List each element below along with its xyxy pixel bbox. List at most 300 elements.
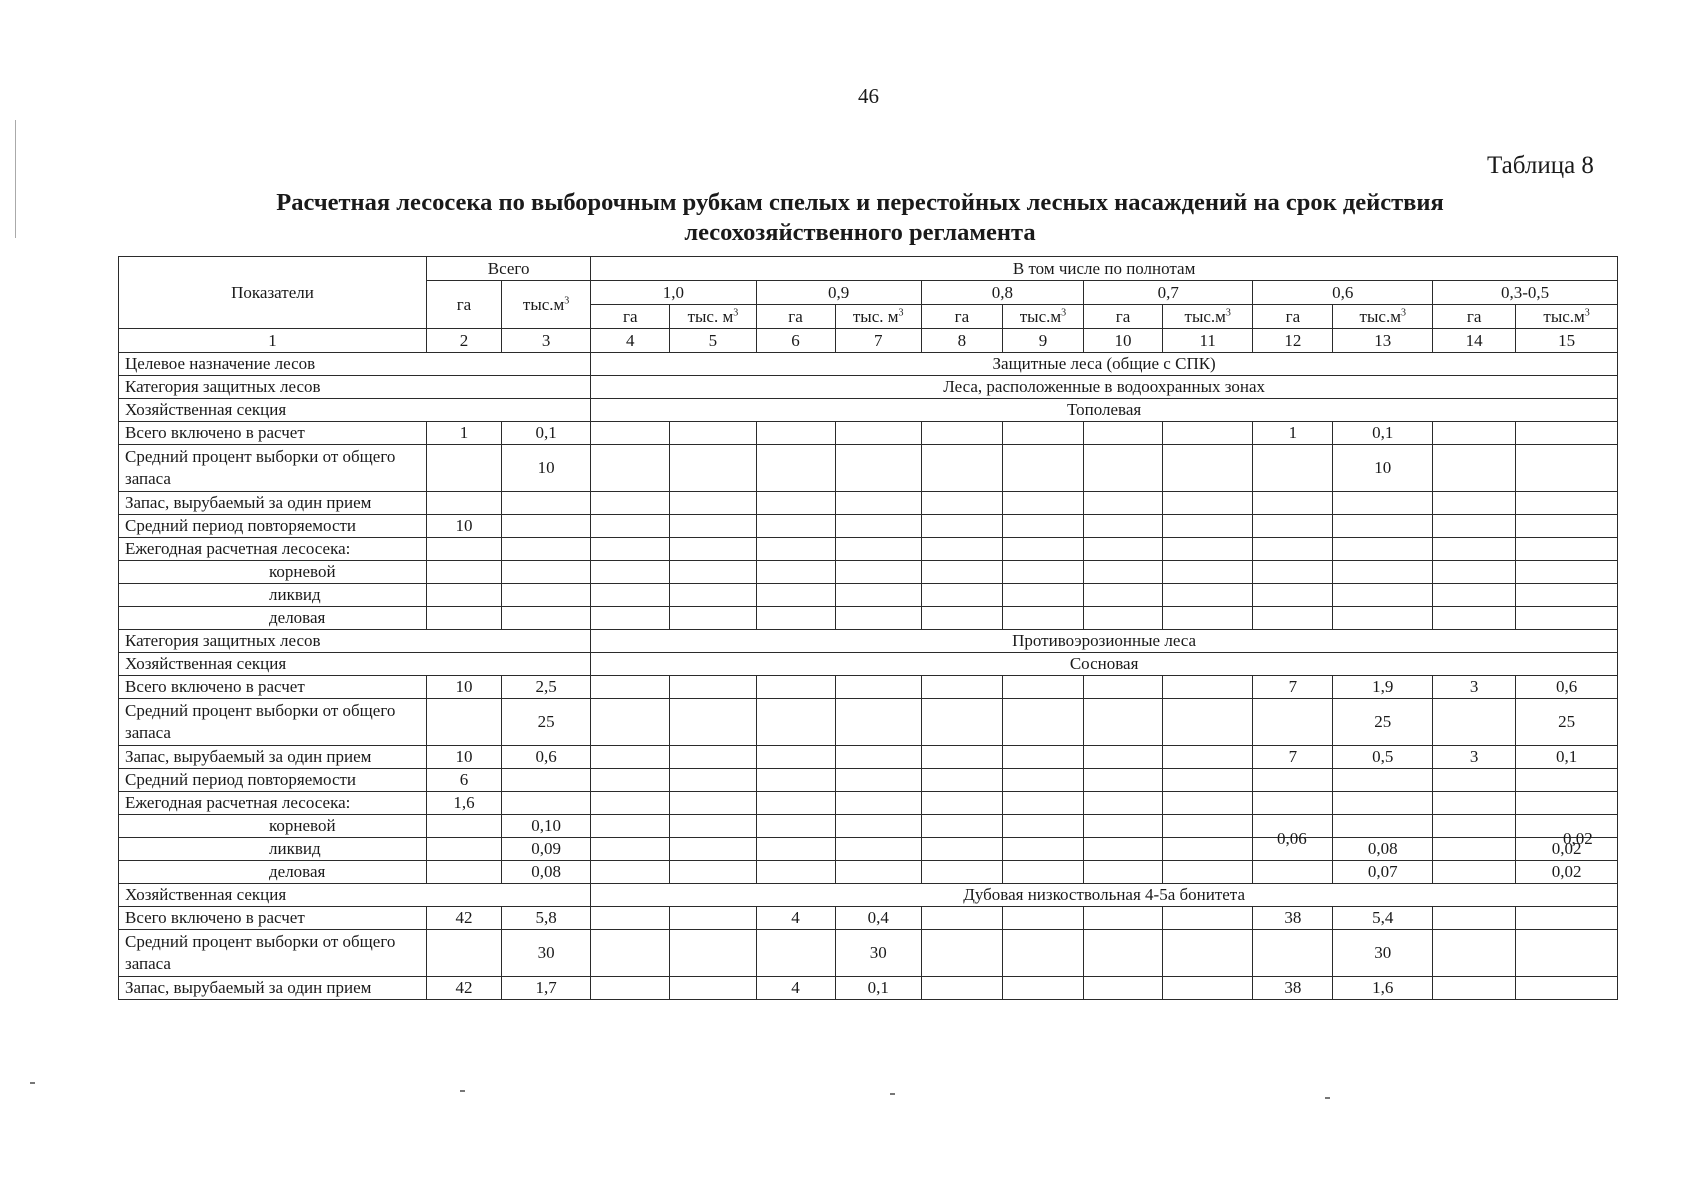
table-cell <box>1002 492 1083 515</box>
header-volume: тыс. $м^3$ <box>670 305 756 329</box>
table-cell <box>1084 607 1163 630</box>
row-label: Хозяйственная секция <box>119 884 591 907</box>
table-cell: 0,02 <box>1516 861 1618 884</box>
table-cell <box>1163 792 1253 815</box>
table-cell: 0,4 <box>835 907 921 930</box>
table-cell <box>1516 422 1618 445</box>
table-cell <box>427 584 502 607</box>
row-label: Ежегодная расчетная лесосека: <box>119 792 427 815</box>
table-cell <box>1433 930 1516 977</box>
table-cell: 0,09 <box>501 838 590 861</box>
row-label: ликвид <box>119 838 427 861</box>
table-cell <box>1516 930 1618 977</box>
table-cell <box>1163 538 1253 561</box>
row-label: деловая <box>119 607 427 630</box>
table-cell <box>756 769 835 792</box>
table-cell: 0,1 <box>1516 746 1618 769</box>
table-cell <box>921 746 1002 769</box>
table-cell <box>1084 815 1163 838</box>
table-cell <box>1333 492 1433 515</box>
section-row <box>119 653 1618 676</box>
table-cell <box>921 445 1002 492</box>
table-cell: 7 <box>1253 746 1333 769</box>
table-cell <box>670 792 756 815</box>
header-ha: га <box>756 305 835 329</box>
table-cell <box>1253 515 1333 538</box>
table-cell <box>501 584 590 607</box>
table-cell: 42 <box>427 977 502 1000</box>
table-cell <box>835 676 921 699</box>
table-cell <box>591 492 670 515</box>
table-row <box>119 699 1618 746</box>
table-cell <box>756 561 835 584</box>
table-cell <box>1163 515 1253 538</box>
document-title: Расчетная лесосека по выборочным рубкам спелых и перестойных лесных насаждений на срок действия лесохозяйственного регламента <box>276 189 1444 246</box>
table-cell <box>591 422 670 445</box>
table-row <box>119 861 1618 884</box>
table-cell <box>427 699 502 746</box>
header-density-2: 0,9 <box>756 281 921 305</box>
section-value: Леса, расположенные в водоохранных зонах <box>591 376 1618 399</box>
table-cell <box>756 861 835 884</box>
table-cell <box>921 492 1002 515</box>
row-label: деловая <box>119 861 427 884</box>
table-cell <box>1163 561 1253 584</box>
row-label: Ежегодная расчетная лесосека: <box>119 538 427 561</box>
row-label: корневой <box>119 815 427 838</box>
scan-edge-line <box>15 120 16 238</box>
col-number: 15 <box>1516 329 1618 353</box>
table-cell <box>1433 538 1516 561</box>
table-cell: 0,1 <box>501 422 590 445</box>
table-cell <box>835 699 921 746</box>
table-cell <box>501 538 590 561</box>
table-cell <box>835 607 921 630</box>
table-cell <box>1002 907 1083 930</box>
table-cell <box>756 676 835 699</box>
table-cell <box>1253 769 1333 792</box>
table-cell: 1 <box>427 422 502 445</box>
table-cell <box>1253 445 1333 492</box>
table-cell <box>756 607 835 630</box>
table-cell <box>1084 977 1163 1000</box>
section-value: Дубовая низкоствольная 4-5а бонитета <box>591 884 1618 907</box>
table-cell <box>670 769 756 792</box>
block-oak <box>119 907 1618 1000</box>
table-cell <box>427 445 502 492</box>
table-cell <box>1333 815 1433 838</box>
table-cell: 10 <box>427 515 502 538</box>
table-cell <box>1002 861 1083 884</box>
table-cell <box>1433 792 1516 815</box>
table-cell: 10 <box>501 445 590 492</box>
header-volume: $тыс.м^3$ <box>1163 305 1253 329</box>
table-cell <box>835 445 921 492</box>
table-cell <box>921 930 1002 977</box>
table-cell <box>921 838 1002 861</box>
header-total-ha: га <box>427 281 502 329</box>
table-cell <box>1002 977 1083 1000</box>
section-row <box>119 630 1618 653</box>
table-cell <box>756 422 835 445</box>
table-cell <box>591 515 670 538</box>
table-cell <box>1516 792 1618 815</box>
table-cell: 2,5 <box>501 676 590 699</box>
scan-speck <box>30 1082 35 1084</box>
section-row <box>119 399 1618 422</box>
table-cell <box>427 861 502 884</box>
table-cell <box>1163 930 1253 977</box>
table-cell <box>501 769 590 792</box>
col-number: 11 <box>1163 329 1253 353</box>
table-cell <box>1163 699 1253 746</box>
table-cell <box>1002 746 1083 769</box>
table-cell <box>1002 838 1083 861</box>
table-cell <box>1163 746 1253 769</box>
table-row <box>119 492 1618 515</box>
table-cell <box>670 977 756 1000</box>
header-density-3: 0,8 <box>921 281 1083 305</box>
table-cell <box>1084 838 1163 861</box>
section-row <box>119 353 1618 376</box>
table-cell: 7 <box>1253 676 1333 699</box>
table-cell: 25 <box>501 699 590 746</box>
table-cell <box>1002 584 1083 607</box>
table-row <box>119 515 1618 538</box>
row-label: Средний период повторяемости <box>119 769 427 792</box>
table-cell <box>1002 930 1083 977</box>
table-cell: 3 <box>1433 676 1516 699</box>
table-cell <box>921 699 1002 746</box>
table-cell: 30 <box>501 930 590 977</box>
table-cell <box>591 977 670 1000</box>
table-cell <box>1084 792 1163 815</box>
table-cell <box>591 815 670 838</box>
table-cell <box>1433 815 1516 838</box>
table-cell <box>427 607 502 630</box>
table-cell <box>1253 607 1333 630</box>
header-volume: $тыс.м^3$ <box>1333 305 1433 329</box>
table-label: Таблица 8 <box>1487 152 1594 179</box>
table-row <box>119 584 1618 607</box>
table-cell <box>835 561 921 584</box>
table-cell: 0,07 <box>1333 861 1433 884</box>
table-cell <box>921 607 1002 630</box>
table-cell <box>1084 445 1163 492</box>
header-density-1: 1,0 <box>591 281 756 305</box>
table-cell: 6 <box>427 769 502 792</box>
col-number: 13 <box>1333 329 1433 353</box>
col-number: 14 <box>1433 329 1516 353</box>
table-cell <box>756 792 835 815</box>
table-cell <box>756 584 835 607</box>
table-cell <box>921 538 1002 561</box>
table-cell <box>1084 515 1163 538</box>
table-cell <box>1002 538 1083 561</box>
table-cell: 1,9 <box>1333 676 1433 699</box>
table-cell <box>1163 422 1253 445</box>
table-cell <box>921 422 1002 445</box>
table-cell <box>1002 445 1083 492</box>
table-cell <box>1002 422 1083 445</box>
table-cell: 0,08 <box>1333 838 1433 861</box>
table-cell <box>1084 538 1163 561</box>
table-cell <box>1333 584 1433 607</box>
table-cell <box>756 930 835 977</box>
table-cell <box>1163 861 1253 884</box>
table-cell: 0,5 <box>1333 746 1433 769</box>
table-cell <box>591 838 670 861</box>
section-row <box>119 376 1618 399</box>
table-cell <box>591 930 670 977</box>
table-cell <box>1433 977 1516 1000</box>
table-cell <box>756 492 835 515</box>
table-cell <box>756 515 835 538</box>
table-cell <box>1163 676 1253 699</box>
table-cell <box>921 792 1002 815</box>
row-label: Средний период повторяемости <box>119 515 427 538</box>
header-density-6: 0,3-0,5 <box>1433 281 1618 305</box>
table-cell <box>1084 746 1163 769</box>
table-cell: 38 <box>1253 977 1333 1000</box>
table-cell <box>1163 492 1253 515</box>
table-cell <box>427 538 502 561</box>
row-label: Целевое назначение лесов <box>119 353 591 376</box>
table-cell <box>1163 607 1253 630</box>
row-label: Всего включено в расчет <box>119 676 427 699</box>
section-value: Противоэрозионные леса <box>591 630 1618 653</box>
table-cell <box>835 746 921 769</box>
table-cell <box>921 861 1002 884</box>
table-cell <box>1433 445 1516 492</box>
col-number: 4 <box>591 329 670 353</box>
table-cell <box>921 769 1002 792</box>
col-number: 5 <box>670 329 756 353</box>
oak-annual-value: 0,02 <box>1563 829 1593 848</box>
table-cell <box>921 815 1002 838</box>
table-cell <box>427 492 502 515</box>
col-number: 2 <box>427 329 502 353</box>
table-row <box>119 607 1618 630</box>
table-cell <box>427 838 502 861</box>
table-cell <box>1253 930 1333 977</box>
table-cell <box>1002 561 1083 584</box>
section-value: Тополевая <box>591 399 1618 422</box>
table-cell <box>835 769 921 792</box>
table-cell: 1,6 <box>427 792 502 815</box>
header-indicators: Показатели <box>119 257 427 329</box>
table-cell <box>1163 907 1253 930</box>
table-cell <box>670 538 756 561</box>
table-cell: 0,1 <box>835 977 921 1000</box>
table-cell: 10 <box>427 746 502 769</box>
table-cell <box>921 515 1002 538</box>
table-cell <box>591 584 670 607</box>
table-cell <box>1084 584 1163 607</box>
table-cell: 5,8 <box>501 907 590 930</box>
table-cell <box>756 746 835 769</box>
table-cell <box>591 676 670 699</box>
table-cell <box>1516 769 1618 792</box>
table-cell <box>1333 515 1433 538</box>
table-cell <box>1084 861 1163 884</box>
table-row <box>119 746 1618 769</box>
table-cell <box>670 584 756 607</box>
table-cell <box>1253 538 1333 561</box>
table-cell: 1,7 <box>501 977 590 1000</box>
table-cell <box>670 515 756 538</box>
row-label: Категория защитных лесов <box>119 376 591 399</box>
table-row <box>119 907 1618 930</box>
table-cell <box>427 815 502 838</box>
col-number: 1 <box>119 329 427 353</box>
row-label: Запас, вырубаемый за один прием <box>119 746 427 769</box>
table-row <box>119 538 1618 561</box>
table-cell <box>1084 676 1163 699</box>
table-cell <box>1433 838 1516 861</box>
table-cell <box>591 861 670 884</box>
table-cell <box>591 769 670 792</box>
table-cell <box>1253 492 1333 515</box>
header-ha: га <box>1253 305 1333 329</box>
table-cell <box>591 699 670 746</box>
table-cell <box>1433 584 1516 607</box>
header-density-5: 0,6 <box>1253 281 1433 305</box>
table-cell <box>1163 838 1253 861</box>
table-row <box>119 792 1618 815</box>
table-cell: 0,10 <box>501 815 590 838</box>
header-total-volume: $тыс.м^3$ <box>501 281 590 329</box>
oak-annual-value: 0,06 <box>1277 829 1307 848</box>
table-row <box>119 561 1618 584</box>
col-number: 10 <box>1084 329 1163 353</box>
scan-speck <box>890 1093 895 1095</box>
row-label: Средний процент выборки от общего запаса <box>119 445 427 492</box>
table-cell <box>921 977 1002 1000</box>
table-cell <box>1002 699 1083 746</box>
table-cell <box>670 445 756 492</box>
table-cell: 0,6 <box>501 746 590 769</box>
table-cell <box>1084 930 1163 977</box>
table-cell <box>1002 607 1083 630</box>
table-cell: 10 <box>427 676 502 699</box>
table-cell <box>670 861 756 884</box>
table-cell <box>835 538 921 561</box>
table-cell: 10 <box>1333 445 1433 492</box>
table-cell <box>1433 561 1516 584</box>
table-cell: 4 <box>756 907 835 930</box>
table-cell <box>756 815 835 838</box>
table-cell <box>1516 515 1618 538</box>
table-cell: 1 <box>1253 422 1333 445</box>
table-cell <box>501 561 590 584</box>
table-cell <box>427 930 502 977</box>
table-cell <box>921 584 1002 607</box>
page-number: 46 <box>858 84 879 108</box>
table-cell <box>670 607 756 630</box>
table-cell <box>501 792 590 815</box>
table-cell <box>1253 584 1333 607</box>
table-cell <box>1333 607 1433 630</box>
table-cell <box>1084 561 1163 584</box>
table-cell <box>1084 492 1163 515</box>
column-number-row <box>119 329 1618 353</box>
table-cell <box>1516 907 1618 930</box>
table-cell <box>670 561 756 584</box>
table-cell <box>1002 676 1083 699</box>
table-cell: 4 <box>756 977 835 1000</box>
row-label: Запас, вырубаемый за один прием <box>119 977 427 1000</box>
header-by-density: В том числе по полнотам <box>591 257 1618 281</box>
table-cell <box>670 930 756 977</box>
table-cell <box>1433 907 1516 930</box>
header-volume: тыс. $м^3$ <box>835 305 921 329</box>
header-ha: га <box>1084 305 1163 329</box>
section-value: Защитные леса (общие с СПК) <box>591 353 1618 376</box>
table-cell <box>921 561 1002 584</box>
table-cell <box>1516 561 1618 584</box>
table-cell <box>1516 492 1618 515</box>
table-cell <box>1084 769 1163 792</box>
table-cell <box>1333 561 1433 584</box>
table-cell <box>1253 792 1333 815</box>
header-ha: га <box>1433 305 1516 329</box>
header-density-4: 0,7 <box>1084 281 1253 305</box>
table-cell <box>1516 445 1618 492</box>
table-cell <box>670 838 756 861</box>
table-cell <box>835 515 921 538</box>
table-cell <box>1433 422 1516 445</box>
row-label: Категория защитных лесов <box>119 630 591 653</box>
table-cell: 25 <box>1516 699 1618 746</box>
table-cell: 38 <box>1253 907 1333 930</box>
table-cell <box>921 676 1002 699</box>
row-label: корневой <box>119 561 427 584</box>
row-label: Запас, вырубаемый за один прием <box>119 492 427 515</box>
row-label: Средний процент выборки от общего запаса <box>119 930 427 977</box>
table-cell <box>835 861 921 884</box>
table-cell: 0,6 <box>1516 676 1618 699</box>
table-cell <box>1253 699 1333 746</box>
section-value: Сосновая <box>591 653 1618 676</box>
table-cell <box>1253 561 1333 584</box>
header-ha: га <box>921 305 1002 329</box>
table-cell <box>591 792 670 815</box>
harvest-table <box>118 256 1618 1000</box>
table-cell <box>1333 792 1433 815</box>
table-cell <box>591 746 670 769</box>
table-cell <box>591 445 670 492</box>
table-row <box>119 930 1618 977</box>
header-total: Всего <box>427 257 591 281</box>
table-cell: 0,02 <box>1516 838 1618 861</box>
table-cell <box>835 422 921 445</box>
table-row <box>119 977 1618 1000</box>
scan-speck <box>1325 1097 1330 1099</box>
table-cell <box>427 561 502 584</box>
table-cell <box>1084 422 1163 445</box>
table-cell: 3 <box>1433 746 1516 769</box>
table-cell <box>1516 977 1618 1000</box>
table-cell <box>591 561 670 584</box>
table-cell <box>1163 769 1253 792</box>
col-number: 9 <box>1002 329 1083 353</box>
table-cell <box>1433 515 1516 538</box>
table-cell <box>835 815 921 838</box>
table-cell <box>1516 607 1618 630</box>
table-row <box>119 445 1618 492</box>
row-label: Средний процент выборки от общего запаса <box>119 699 427 746</box>
